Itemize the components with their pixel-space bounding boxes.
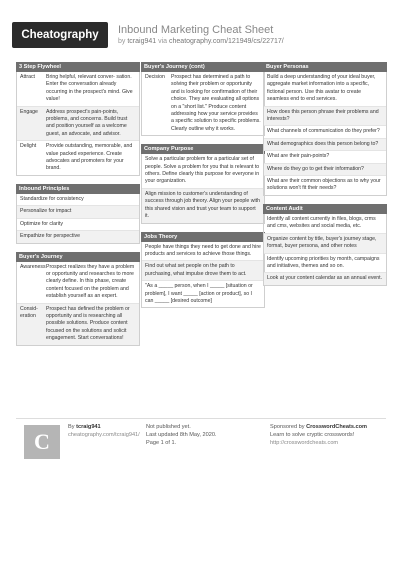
company-purpose-section	[141, 144, 265, 223]
sponsor-tagline: Learn to solve cryptic crosswords!	[270, 432, 355, 438]
buyers-journey-section	[16, 252, 140, 346]
sheet-url-link[interactable]: cheatography.com/121949/cs/22717/	[169, 38, 284, 45]
footer-author-link[interactable]: tcraig941	[76, 424, 101, 430]
page-footer	[16, 418, 386, 462]
section-title: Buyer's Journey (cont)	[141, 62, 265, 72]
page-count: Page 1 of 1.	[146, 440, 177, 446]
byline	[118, 38, 284, 45]
term-cell: Consid- eration	[20, 305, 38, 319]
content-audit-section	[263, 204, 387, 286]
list-item: Identify all content currently in files, blogs, crms and cms, websites and social media, etc.	[264, 214, 386, 234]
publish-info	[146, 423, 217, 447]
author-link[interactable]: tcraig941	[127, 38, 157, 45]
table-row	[17, 141, 139, 175]
cheatography-logo[interactable]: Cheatography	[12, 22, 108, 48]
list-item: How does this person phrase their problems and interests?	[264, 107, 386, 127]
section-title: Company Purpose	[141, 144, 265, 154]
list-item: Align mission to customer's understanding of success through job theory. Align your people with this shared vision and trust your team to support it.	[142, 189, 264, 223]
list-item: Identify upcoming priorities by month, campaigns and initiatives, themes and so on.	[264, 254, 386, 274]
term-cell: Delight	[20, 143, 37, 150]
definition-cell: Prospect realizes they have a problem or opportunity and researches to more clearly define. In this phase, create content focused on the problem and establish yourself as an expert.	[46, 263, 135, 300]
definition-cell: Provide outstanding, memorable, and value packed experience. Create advocates and promoters for your brand.	[46, 143, 133, 172]
table-row	[17, 304, 139, 345]
section-title: Buyer Personas	[263, 62, 387, 72]
table-row	[17, 107, 139, 142]
term-cell: Awareness	[20, 263, 46, 270]
definition-cell: Prospect has defined the problem or opportunity and is researching all possible solutions. Produce content focused on the solutions and solicit engagement. Start conversations!	[46, 305, 130, 342]
section-title: Content Audit	[263, 204, 387, 214]
last-updated: Last updated 8th May, 2020.	[146, 432, 217, 438]
section-title: Buyer's Journey	[16, 252, 140, 262]
section-title: Jobs Theory	[141, 232, 265, 242]
list-item: What demographics does this person belong to?	[264, 139, 386, 151]
jobs-theory-section	[141, 232, 265, 309]
list-item: Organize content by title, buyer's journey stage, format, buyer persona, and other notes	[264, 234, 386, 254]
definition-cell: Bring helpful, relevant conver- sation. Enter the conversation already occurring in the prospect's mind. Give value!	[46, 74, 133, 103]
section-title: 3 Step Flywheel	[16, 62, 140, 72]
avatar[interactable]: C	[24, 425, 60, 459]
buyers-journey-cont-section	[141, 62, 265, 136]
table-row	[142, 72, 264, 135]
definition-cell: Prospect has determined a path to solving their problem or opportunity and is looking for confirmation of their choice. They are evaluating all options on a "short list." Produce content addressing how your service provides a specific solution to specific problems. Clearly outline why it works.	[171, 74, 261, 132]
footer-author-url[interactable]: cheatography.com/tcraig941/	[68, 432, 140, 438]
author-info	[68, 423, 140, 439]
principles-section	[16, 184, 140, 244]
flywheel-section	[16, 62, 140, 176]
section-title: Inbound Principles	[16, 184, 140, 194]
list-item: Where do they go to get their information?	[264, 164, 386, 176]
list-item: Find out what set people on the path to purchasing, what impulse drove them to act.	[142, 261, 264, 281]
column-3	[263, 62, 387, 294]
list-item: Optimize for clarity	[17, 219, 139, 231]
byline-via: via	[158, 38, 168, 45]
list-item: Solve a particular problem for a particular set of people. Solve a problem for you that is relevant to others. Define clearly this purpose for everyone in your organization.	[142, 154, 264, 189]
list-item: "As a _____ person, when I _____ [situation or problem], I want _____ [action or product], so I can _____ [desired outcome]	[145, 283, 253, 304]
page-header	[0, 0, 400, 60]
column-2	[141, 62, 265, 316]
buyer-personas-section	[263, 62, 387, 196]
sponsor-link[interactable]: CrosswordCheats.com	[306, 424, 368, 430]
list-item: Look at your content calendar as an annual event.	[264, 273, 386, 284]
published-status: Not published yet.	[146, 424, 191, 430]
list-item: What are their common objections as to why your solutions won't fit their needs?	[267, 178, 381, 192]
list-item: Personalize for impact	[17, 206, 139, 218]
list-item: What channels of communication do they prefer?	[264, 126, 386, 138]
term-cell: Attract	[20, 74, 35, 80]
list-item: Empathize for perspective	[17, 231, 139, 242]
sponsor-prefix: Sponsored by	[270, 424, 305, 430]
list-item: Build a deep understanding of your ideal buyer, aggregate market information into a specific, fictional person. Use this avatar to create seamless end to end services.	[264, 72, 386, 107]
sponsor-url[interactable]: http://crosswordcheats.com	[270, 440, 339, 446]
term-cell: Decision	[145, 74, 165, 80]
byline-by: by	[118, 38, 126, 45]
table-row	[17, 72, 139, 107]
by-label: By	[68, 424, 75, 430]
term-cell: Engage	[20, 108, 38, 115]
list-item: People have things they need to get done and hire products and services to achieve those things.	[142, 242, 264, 262]
column-1	[16, 62, 140, 354]
list-item: Standardize for consistency	[17, 194, 139, 206]
list-item: What are their pain-points?	[264, 151, 386, 163]
sponsor-info	[270, 423, 367, 447]
table-row	[17, 262, 139, 304]
page-title: Inbound Marketing Cheat Sheet	[118, 24, 274, 36]
definition-cell: Address prospect's pain-points, problems, and concerns. Build trust and position yourself as a welcome guest, an advocate, and advisor.	[46, 108, 128, 137]
